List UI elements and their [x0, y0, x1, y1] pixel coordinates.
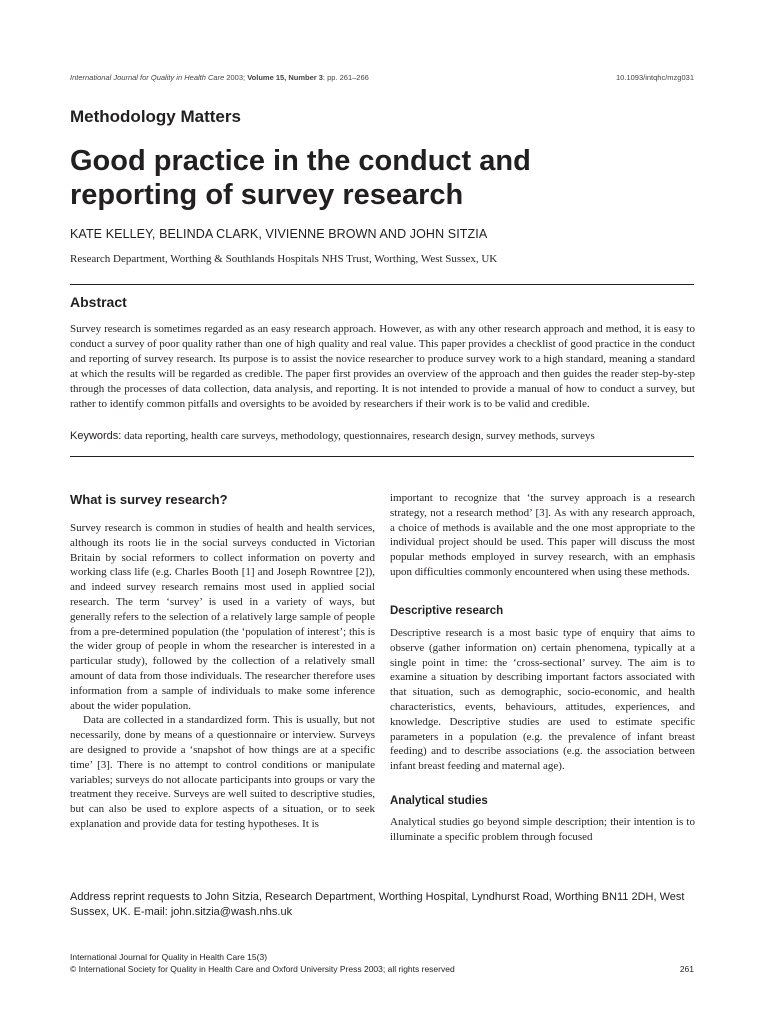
- heading-what-is-survey-research: What is survey research?: [70, 492, 228, 507]
- title-line-2: reporting of survey research: [70, 179, 464, 211]
- right-column-top: [390, 491, 695, 580]
- right-para-2: Analytical studies go beyond simple description; their intention is to illuminate a specific problem through focused: [390, 816, 695, 843]
- journal-name: International Journal for Quality in Health Care: [70, 73, 225, 82]
- title-line-1: Good practice in the conduct and: [70, 145, 531, 177]
- affiliation: Research Department, Worthing & Southlands Hospitals NHS Trust, Worthing, West Sussex, UK: [70, 253, 498, 265]
- page-footer: [70, 951, 694, 975]
- abstract-heading: Abstract: [70, 294, 127, 310]
- citation-pages: : pp. 261–266: [322, 73, 369, 82]
- heading-analytical-studies: Analytical studies: [390, 795, 488, 807]
- footer-journal: International Journal for Quality in Health Care 15(3): [70, 952, 268, 962]
- left-para-2: Data are collected in a standardized form. This is usually, but not necessarily, done by means of a questionnaire or interview. Surveys are designed to provide a ‘snapshot of how things are at a specific time’ [3]. There is no attempt to control conditions or manipulate variables; surveys do not allocate participants into groups or vary the treatment they receive. Surveys are well suited to descriptive studies, but can also be used to explore aspects of a situation, or to seek explanation and provide data for testing hypotheses. It is: [70, 714, 375, 830]
- keywords-label: Keywords:: [70, 430, 122, 442]
- citation-year: 2003;: [226, 73, 248, 82]
- left-column: [70, 521, 375, 832]
- divider-bottom: [70, 456, 694, 457]
- keywords-list: data reporting, health care surveys, methodology, questionnaires, research design, survey methods, surveys: [124, 430, 595, 442]
- citation-volume: Volume 15, Number 3: [247, 73, 323, 82]
- authors: KATE KELLEY, BELINDA CLARK, VIVIENNE BROWN AND JOHN SITZIA: [70, 227, 488, 241]
- right-para-0: important to recognize that ‘the survey approach is a research strategy, not a research method’ [3]. As with any research approach, a choice of methods is available and the one most appropriate to the individual project should be used. This paper will discuss the most popular methods employed in survey research, with an emphasis upon difficulties commonly encountered when using these methods.: [390, 492, 695, 578]
- keywords: [70, 430, 710, 442]
- right-para-1: Descriptive research is a most basic type of enquiry that aims to observe (gather information on) certain phenomena, typically at a single point in time: the ‘cross-sectional’ survey. The aim is to examine a situation by describing important factors associated with that situation, such as demographic, socio-economic, and health characteristics, events, behaviours, attitudes, experiences, and knowledge. Descriptive studies are used to estimate specific parameters in a population (e.g. the prevalence of infant breast feeding) and to describe associations (e.g. the association between infant breast feeding and maternal age).: [390, 627, 695, 773]
- right-column-bottom: [390, 815, 695, 845]
- paper-title: [70, 144, 700, 212]
- footer-copyright: © International Society for Quality in Health Care and Oxford University Press 2003; all rights reserved: [70, 964, 455, 974]
- divider-top: [70, 284, 694, 285]
- citation: [70, 73, 369, 82]
- running-header: [70, 73, 694, 82]
- section-label: Methodology Matters: [70, 107, 241, 126]
- abstract-text: Survey research is sometimes regarded as an easy research approach. However, as with any other research approach and method, it is easy to conduct a survey of poor quality rather than one of high quality and real value. This paper provides a checklist of good practice in the conduct and reporting of survey research. Its purpose is to assist the novice researcher to produce survey work to a high standard, meaning a standard at which the results will be regarded as credible. The paper first provides an overview of the approach and then guides the reader step-by-step through the processes of data collection, data analysis, and reporting. It is not intended to provide a manual of how to conduct a survey, but rather to identify common pitfalls and oversights to be avoided by researchers if their work is to be valid and credible.: [70, 323, 695, 410]
- right-column-mid: [390, 626, 695, 774]
- left-para-1: Survey research is common in studies of health and health services, although its roots lie in the social surveys conducted in Victorian Britain by social reformers to collect information on poverty and working class life (e.g. Charles Booth [1] and Joseph Rowntree [2]), and indeed survey research remains most used in applied social research. The term ‘survey’ is used in a variety of ways, but generally refers to the selection of a relatively large sample of people from a pre-determined population (the ‘population of interest’; this is the wider group of people in whom the researcher is interested in a particular study), followed by the collection of a relatively small amount of data from those individuals. The researcher therefore uses information from a sample of individuals to make some inference about the wider population.: [70, 522, 375, 712]
- doi[interactable]: 10.1093/intqhc/mzg031: [616, 73, 694, 82]
- reprint-address: Address reprint requests to John Sitzia, Research Department, Worthing Hospital, Lyndhurst Road, Worthing BN11 2DH, West Sussex, UK. E-mail: john.sitzia@wash.nhs.uk: [70, 891, 685, 918]
- footer-row: [70, 963, 694, 975]
- page-number: 261: [679, 964, 694, 974]
- heading-descriptive-research: Descriptive research: [390, 605, 504, 617]
